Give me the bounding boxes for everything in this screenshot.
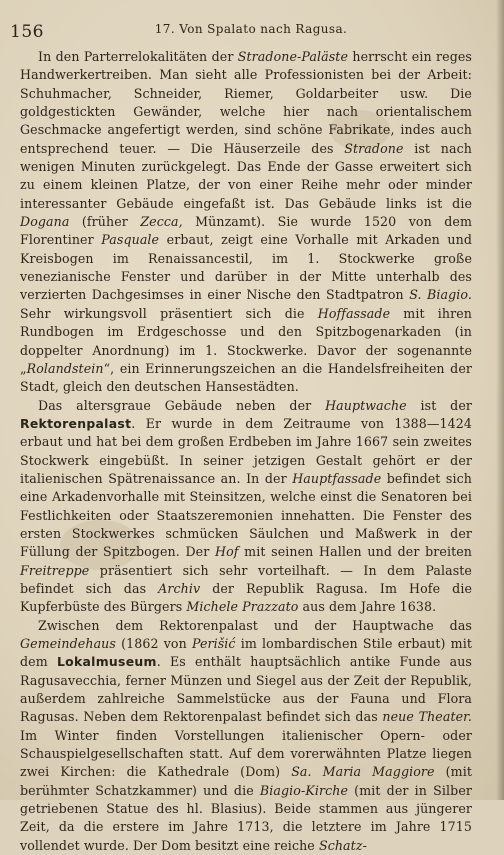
italic-term: Hoffassade [317, 305, 391, 321]
paragraph [20, 617, 472, 855]
text-run: aus dem Jahre 1638. [298, 599, 437, 615]
italic-term: Michele Prazzato [186, 599, 299, 615]
text-run: ist der [406, 397, 472, 413]
italic-term: S. Biagio. [409, 287, 472, 303]
text-run: Zwischen dem Rektorenpalast und der Hauptwache das [38, 617, 472, 633]
text-run: In den Parterrelokalitäten der [38, 49, 238, 64]
italic-term: Gemeindehaus [20, 636, 116, 651]
italic-term: Hof [215, 544, 239, 560]
bold-heading-term: Rektorenpalast [20, 415, 132, 431]
text-run: Im Winter finden Vorstellungen italienischer Opern- oder Schauspielgesellschaften statt. Auf dem vorerwähnten Platze liegen zwei Kirchen: die Kathedrale (Dom) [20, 727, 472, 780]
text-run: (mit der in Silber getriebenen Statue des hl. Blasius). Beide stammen aus jüngerer Zeit, da die erstere im Jahre 1713, die letztere im Jahre 1715 vollendet wurde. Der Dom besitzt eine reiche [20, 782, 472, 853]
text-run: ist nach wenigen Minuten zurückgelegt. Das Ende der Gasse erweitert sich zu einem kleinen Platze, der von einer Reihe mehr oder minder interessanter Gebäude eingefaßt ist. Das Gebäude links ist die [20, 140, 472, 211]
italic-term: Archiv [158, 580, 201, 596]
italic-term: neue Theater. [382, 709, 472, 725]
italic-term: Hauptwache [325, 397, 407, 413]
text-run: “, ein Erinnerungszeichen an die Handelsfreiheiten der Stadt, gleich den deutschen Hansestädten. [20, 360, 472, 395]
body-text [20, 48, 472, 855]
page-number: 156 [10, 22, 44, 42]
text-run: Das altersgraue Gebäude neben der [38, 397, 326, 413]
text-run: Münzamt). Sie wurde 1520 von dem Florentiner [20, 214, 472, 248]
text-run: der Republik Ragusa. Im Hofe die Kupferbüste des Bürgers [20, 580, 472, 615]
italic-term: Stradone [344, 140, 404, 156]
text-run: mit ihren Rundbogen im Erdgeschosse und den Spitzbogenarkaden (in doppelter Anordnung) im 1. Stockwerke. Davor der sogenannte „ [20, 305, 472, 376]
text-run: befindet sich eine Arkadenvorhalle mit Steinsitzen, welche einst die Senatoren bei Festlichkeiten oder Staatszeremonien innehatten. Die Fenster des ersten Stockwerkes schmücken Säulchen und Maßwerk in der Füllung der Spitzbogen. Der [20, 470, 472, 560]
running-title: 17. Von Spalato nach Ragusa. [154, 22, 348, 36]
page-header [10, 18, 492, 40]
italic-term: Stradone-Paläste [237, 49, 349, 64]
text-run: erbaut, zeigt eine Vorhalle mit Arkaden und Kreisbogen im Renaissancestil, im 1. Stockwerke große venezianische Fenster und darüber in der Mitte unterhalb des verzierten Dachgesimses in einer Nische den Stadtpatron [20, 232, 472, 303]
text-run: . Er wurde in dem Zeitraume von 1388—1424 erbaut und hat bei dem großen Erdbeben im Jahre 1667 sein zweites Stockwerk eingebüßt. In seiner jetzigen Gestalt gehört er der italienischen Spätrenaissance an. In der [20, 415, 472, 486]
text-run: (früher [69, 214, 141, 230]
italic-term: Schatz- [318, 837, 367, 853]
text-run: präsentiert sich sehr vorteilhaft. — In dem Palaste befindet sich das [20, 562, 472, 596]
text-run: (mit berühmter Schatzkammer) und die [20, 764, 473, 798]
italic-term: Pasquale [101, 232, 160, 248]
italic-term: Perišić [191, 636, 236, 651]
text-run: im lombardischen Stile erbaut) mit dem [20, 636, 472, 670]
italic-term: Biagio-Kirche [259, 782, 349, 798]
italic-term: Freitreppe [20, 562, 90, 578]
paragraph [20, 48, 472, 397]
text-run: (1862 von [115, 636, 192, 651]
bold-heading-term: Lokalmuseum [56, 654, 157, 670]
text-run: mit seinen Hallen und der breiten [238, 544, 473, 560]
italic-term: Zecca, [140, 214, 183, 230]
italic-term: Rolandstein [26, 360, 104, 376]
italic-term: Sa. Maria Maggiore [291, 764, 435, 780]
text-run: . Es enthält hauptsächlich antike Funde aus Ragusavecchia, ferner Münzen und Siegel aus der Zeit der Republik, außerdem zahlreiche Sammelstücke aus der Fauna und Flora Ragusas. Neben dem Rektorenpalast befindet sich das [20, 654, 472, 725]
text-run: herrscht ein reges Handwerkertreiben. Man sieht alle Professionisten bei der Arbeit: Schuhmacher, Schneider, Riemer, Goldarbeiter usw. Die goldgestickten Gewänder, welche hier nach orientalischem Geschmacke angefertigt werden, sind schöne Fabrikate, indes auch entsprechend teuer. — Die Häuserzeile des [20, 49, 472, 156]
italic-term: Hauptfassade [292, 470, 382, 486]
text-run: Sehr wirkungsvoll präsentiert sich die [20, 305, 318, 321]
paragraph [20, 397, 472, 617]
page-edge-shadow [496, 0, 504, 800]
italic-term: Dogana [20, 214, 70, 230]
